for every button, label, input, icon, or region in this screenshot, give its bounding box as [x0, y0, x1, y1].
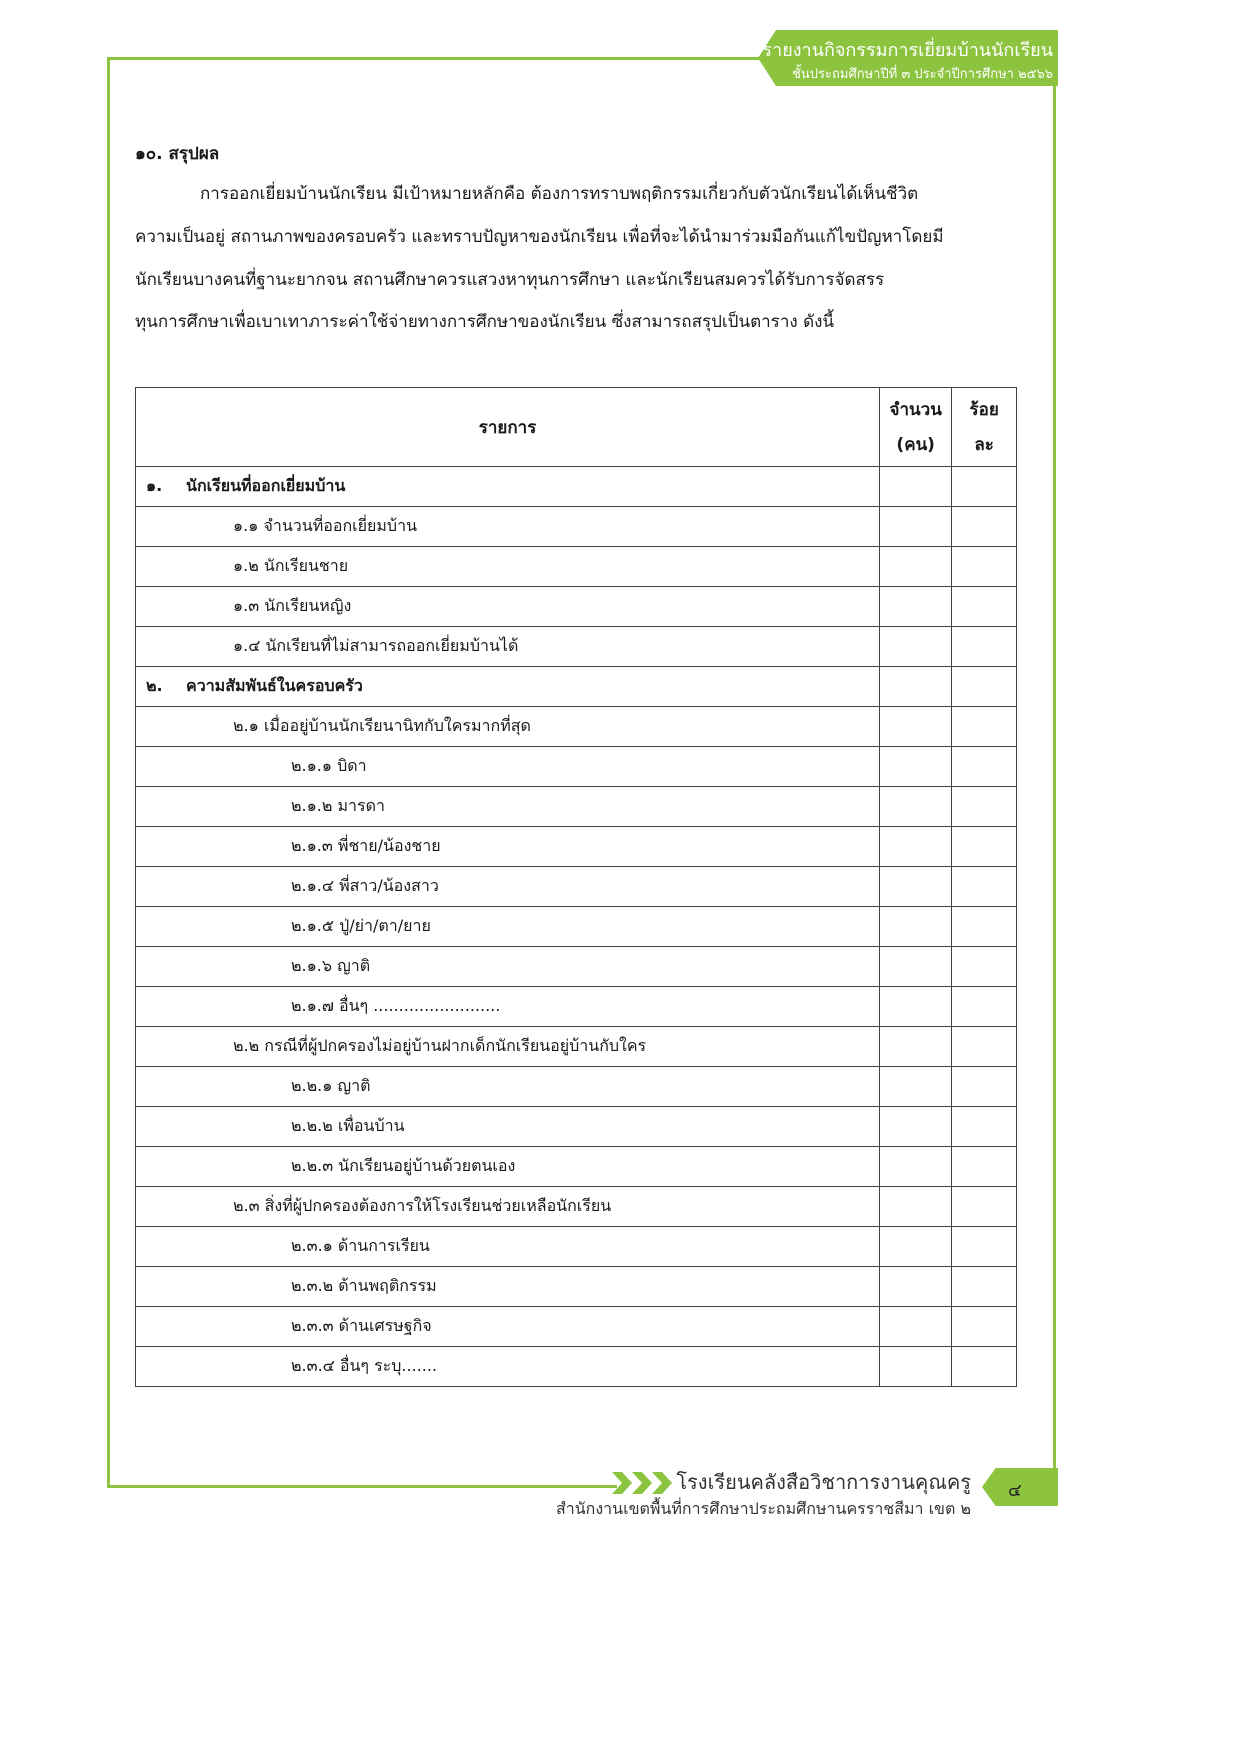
row-label	[136, 1107, 880, 1147]
percent-cell[interactable]	[952, 827, 1017, 867]
row-text: ๒.๑.๓ พี่ชาย/น้องชาย	[291, 836, 441, 855]
count-cell[interactable]	[880, 787, 952, 827]
percent-cell[interactable]	[952, 907, 1017, 947]
percent-cell[interactable]	[952, 947, 1017, 987]
row-text: ๑.๒ นักเรียนชาย	[233, 556, 349, 575]
row-label	[136, 827, 880, 867]
row-label	[136, 627, 880, 667]
row-text: ๒.๓.๒ ด้านพฤติกรรม	[291, 1276, 437, 1295]
chevrons-icon	[612, 1468, 676, 1498]
count-cell[interactable]	[880, 1307, 952, 1347]
table-row	[136, 1067, 1017, 1107]
table-row	[136, 707, 1017, 747]
table-row	[136, 1107, 1017, 1147]
table-row	[136, 1187, 1017, 1227]
row-label	[136, 1187, 880, 1227]
header-percent	[952, 388, 1017, 467]
row-text: ความสัมพันธ์ในครอบครัว	[186, 676, 363, 695]
section-heading: ๑๐. สรุปผล	[135, 144, 220, 164]
percent-cell[interactable]	[952, 547, 1017, 587]
table-row	[136, 747, 1017, 787]
count-cell[interactable]	[880, 1027, 952, 1067]
row-number: ๑.	[146, 476, 163, 495]
count-cell[interactable]	[880, 747, 952, 787]
percent-cell[interactable]	[952, 867, 1017, 907]
percent-cell[interactable]	[952, 667, 1017, 707]
header-percent-line2: ละ	[974, 435, 994, 455]
count-cell[interactable]	[880, 827, 952, 867]
percent-cell[interactable]	[952, 1147, 1017, 1187]
table-row	[136, 827, 1017, 867]
header-title: รายงานกิจกรรมการเยี่ยมบ้านนักเรียน	[762, 40, 1053, 61]
percent-cell[interactable]	[952, 507, 1017, 547]
count-cell[interactable]	[880, 1147, 952, 1187]
count-cell[interactable]	[880, 627, 952, 667]
count-cell[interactable]	[880, 1267, 952, 1307]
frame-left-line	[107, 57, 110, 1487]
paragraph-line: ความเป็นอยู่ สถานภาพของครอบครัว และทราบปัญหาของนักเรียน เพื่อที่จะได้นำมาร่วมมือกันแก้ไขปัญหาโดยมี	[135, 227, 944, 247]
row-text: ๒.๓.๓ ด้านเศรษฐกิจ	[291, 1316, 432, 1335]
row-label	[136, 787, 880, 827]
percent-cell[interactable]	[952, 1267, 1017, 1307]
table-row	[136, 587, 1017, 627]
table-row	[136, 547, 1017, 587]
header-percent-line1: ร้อย	[969, 400, 999, 420]
row-text: ๑.๑ จำนวนที่ออกเยี่ยมบ้าน	[233, 516, 417, 535]
row-label	[136, 1147, 880, 1187]
row-text: ๒.๑.๕ ปู่/ย่า/ตา/ยาย	[291, 916, 431, 935]
table-row	[136, 787, 1017, 827]
percent-cell[interactable]	[952, 1067, 1017, 1107]
footer-office: สำนักงานเขตพื้นที่การศึกษาประถมศึกษานครราชสีมา เขต ๒	[555, 1499, 971, 1518]
table-row	[136, 467, 1017, 507]
row-label	[136, 707, 880, 747]
table-row	[136, 907, 1017, 947]
row-label	[136, 507, 880, 547]
row-label	[136, 1227, 880, 1267]
count-cell[interactable]	[880, 987, 952, 1027]
row-label	[136, 867, 880, 907]
percent-cell[interactable]	[952, 1307, 1017, 1347]
header-count-line1: จำนวน	[889, 400, 942, 420]
row-text: ๑.๔ นักเรียนที่ไม่สามารถออกเยี่ยมบ้านได้	[233, 636, 519, 655]
count-cell[interactable]	[880, 707, 952, 747]
row-label	[136, 1347, 880, 1387]
count-cell[interactable]	[880, 507, 952, 547]
count-cell[interactable]	[880, 1347, 952, 1387]
table-row	[136, 627, 1017, 667]
table-row	[136, 987, 1017, 1027]
row-text: ๒.๒.๒ เพื่อนบ้าน	[291, 1116, 405, 1135]
count-cell[interactable]	[880, 947, 952, 987]
table-row	[136, 1027, 1017, 1067]
count-cell[interactable]	[880, 1107, 952, 1147]
row-text: ๒.๑.๒ มารดา	[291, 796, 386, 815]
summary-table	[135, 387, 1017, 1387]
row-text: ๒.๑.๑ บิดา	[291, 756, 367, 775]
row-label	[136, 747, 880, 787]
row-label	[136, 547, 880, 587]
paragraph-line: นักเรียนบางคนที่ฐานะยากจน สถานศึกษาควรแสวงหาทุนการศึกษา และนักเรียนสมควรได้รับการจัดสรร	[135, 270, 885, 290]
table-row	[136, 1347, 1017, 1387]
row-label	[136, 467, 880, 507]
row-text: นักเรียนที่ออกเยี่ยมบ้าน	[186, 476, 346, 495]
row-text: ๒.๑.๖ ญาติ	[291, 956, 371, 975]
percent-cell[interactable]	[952, 1187, 1017, 1227]
paragraph-line: ทุนการศึกษาเพื่อเบาเทาภาระค่าใช้จ่ายทางการศึกษาของนักเรียน ซึ่งสามารถสรุปเป็นตาราง ดังนี้	[135, 312, 835, 332]
count-cell[interactable]	[880, 467, 952, 507]
percent-cell[interactable]	[952, 747, 1017, 787]
row-text: ๑.๓ นักเรียนหญิง	[233, 596, 352, 615]
table-row	[136, 1307, 1017, 1347]
row-text: ๒.๑.๗ อื่นๆ .........................	[291, 996, 501, 1015]
header-count	[880, 388, 952, 467]
row-label	[136, 907, 880, 947]
percent-cell[interactable]	[952, 1227, 1017, 1267]
paragraph-line: การออกเยี่ยมบ้านนักเรียน มีเป้าหมายหลักคือ ต้องการทราบพฤติกรรมเกี่ยวกับตัวนักเรียนได้เห็นชีวิต	[200, 184, 919, 204]
row-text: ๒.๓.๑ ด้านการเรียน	[291, 1236, 430, 1255]
row-label	[136, 947, 880, 987]
row-text: ๒.๒.๓ นักเรียนอยู่บ้านด้วยตนเอง	[291, 1156, 516, 1175]
count-cell[interactable]	[880, 867, 952, 907]
row-label	[136, 1267, 880, 1307]
count-cell[interactable]	[880, 547, 952, 587]
table-row	[136, 1267, 1017, 1307]
frame-right-line	[1053, 82, 1056, 1487]
percent-cell[interactable]	[952, 1107, 1017, 1147]
percent-cell[interactable]	[952, 707, 1017, 747]
row-label	[136, 667, 880, 707]
table-row	[136, 1147, 1017, 1187]
row-text: ๒.๒ กรณีที่ผู้ปกครองไม่อยู่บ้านฝากเด็กนักเรียนอยู่บ้านกับใคร	[233, 1036, 647, 1055]
table-row	[136, 867, 1017, 907]
footer-school: โรงเรียนคลังสือวิชาการงานคุณครู	[676, 1470, 971, 1494]
row-text: ๒.๓ สิ่งที่ผู้ปกครองต้องการให้โรงเรียนช่วยเหลือนักเรียน	[233, 1196, 612, 1215]
count-cell[interactable]	[880, 667, 952, 707]
row-text: ๒.๑.๔ พี่สาว/น้องสาว	[291, 876, 439, 895]
row-label	[136, 987, 880, 1027]
header-item: รายการ	[136, 388, 880, 467]
row-label	[136, 587, 880, 627]
frame-top-line	[108, 57, 768, 60]
table-row	[136, 507, 1017, 547]
percent-cell[interactable]	[952, 787, 1017, 827]
frame-bottom-line	[107, 1485, 617, 1488]
page-number: ๔	[1008, 1480, 1022, 1501]
count-cell[interactable]	[880, 1067, 952, 1107]
header-subtitle: ชั้นประถมศึกษาปีที่ ๓ ประจำปีการศึกษา ๒๕๖๖	[792, 67, 1053, 82]
row-label	[136, 1067, 880, 1107]
percent-cell[interactable]	[952, 987, 1017, 1027]
count-cell[interactable]	[880, 587, 952, 627]
row-text: ๒.๑ เมื่ออยู่บ้านนักเรียนานิทกับใครมากที่สุด	[233, 716, 531, 735]
row-label	[136, 1307, 880, 1347]
table-row	[136, 667, 1017, 707]
percent-cell[interactable]	[952, 627, 1017, 667]
table-row	[136, 1227, 1017, 1267]
row-text: ๒.๒.๑ ญาติ	[291, 1076, 371, 1095]
row-label	[136, 1027, 880, 1067]
count-cell[interactable]	[880, 1227, 952, 1267]
percent-cell[interactable]	[952, 467, 1017, 507]
percent-cell[interactable]	[952, 1347, 1017, 1387]
table-row	[136, 947, 1017, 987]
count-cell[interactable]	[880, 907, 952, 947]
count-cell[interactable]	[880, 1187, 952, 1227]
header-count-line2: (คน)	[896, 435, 935, 455]
row-number: ๒.	[146, 676, 163, 695]
table-header-row	[136, 388, 1017, 467]
percent-cell[interactable]	[952, 1027, 1017, 1067]
row-text: ๒.๓.๔ อื่นๆ ระบุ.......	[291, 1356, 438, 1375]
percent-cell[interactable]	[952, 587, 1017, 627]
